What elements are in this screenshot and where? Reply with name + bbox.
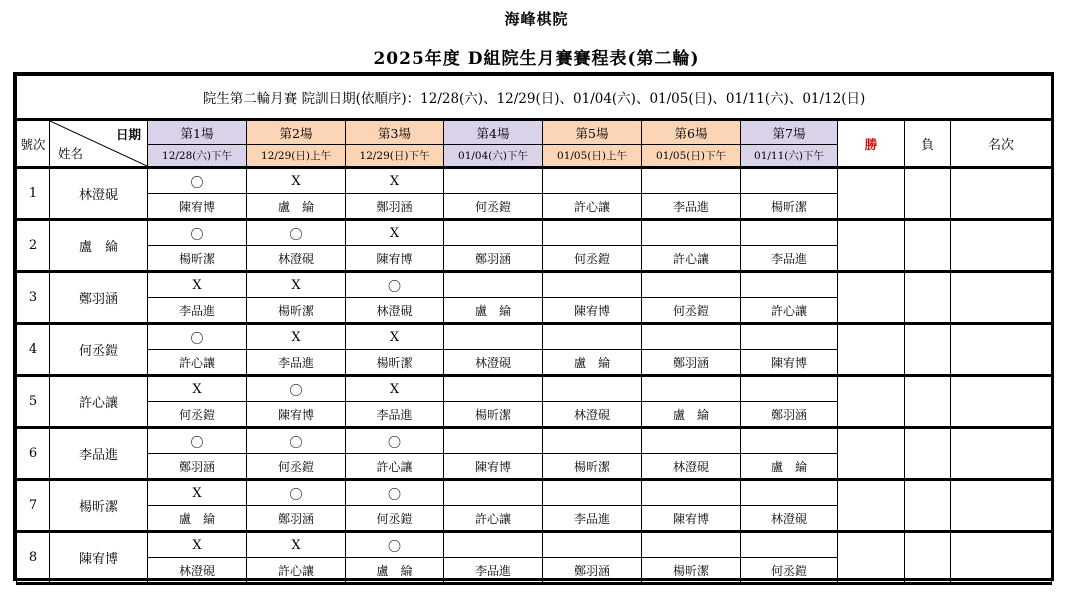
opponent-cell: 何丞鎧 xyxy=(444,194,543,220)
result-cell xyxy=(741,168,838,194)
rank-cell xyxy=(951,324,1052,376)
rank-cell xyxy=(951,376,1052,428)
round-date-6: 01/05(日)下午 xyxy=(642,145,741,168)
opponent-cell: 楊昕潔 xyxy=(741,194,838,220)
wins-cell xyxy=(838,428,905,480)
player-result-row xyxy=(17,220,1052,246)
round-date-3: 12/29(日)下午 xyxy=(346,145,444,168)
player-result-row xyxy=(17,428,1052,454)
result-cell: 〇 xyxy=(346,428,444,454)
schedule-table xyxy=(16,75,1052,585)
wins-cell xyxy=(838,220,905,272)
wins-cell xyxy=(838,480,905,532)
opponent-cell: 李品進 xyxy=(247,350,346,376)
opponent-cell: 林澄硯 xyxy=(247,246,346,272)
opponent-cell: 盧 綸 xyxy=(741,454,838,480)
opponent-cell: 楊昕潔 xyxy=(444,402,543,428)
opponent-cell: 鄭羽涵 xyxy=(741,402,838,428)
result-cell xyxy=(444,532,543,558)
header-name-label: 姓名 xyxy=(58,146,84,161)
round-date-5: 01/05(日)上午 xyxy=(543,145,642,168)
opponent-cell: 陳宥博 xyxy=(543,298,642,324)
result-cell xyxy=(444,480,543,506)
result-cell: 〇 xyxy=(148,168,247,194)
opponent-cell: 鄭羽涵 xyxy=(543,558,642,584)
header-number: 號次 xyxy=(17,120,50,168)
result-cell: 〇 xyxy=(148,324,247,350)
opponent-cell: 陳宥博 xyxy=(247,402,346,428)
result-cell: 〇 xyxy=(346,272,444,298)
opponent-cell: 林澄硯 xyxy=(346,298,444,324)
result-cell xyxy=(642,220,741,246)
result-cell xyxy=(444,376,543,402)
result-cell xyxy=(543,428,642,454)
losses-cell xyxy=(905,168,951,220)
player-result-row xyxy=(17,376,1052,402)
wins-cell xyxy=(838,324,905,376)
opponent-cell: 盧 綸 xyxy=(543,350,642,376)
page-title: 2025年度 D組院生月賽賽程表(第二輪) xyxy=(373,49,700,69)
losses-cell xyxy=(905,376,951,428)
result-cell xyxy=(642,376,741,402)
opponent-cell: 林澄硯 xyxy=(642,454,741,480)
result-cell: X xyxy=(346,376,444,402)
opponent-cell: 林澄硯 xyxy=(543,402,642,428)
opponent-cell: 李品進 xyxy=(148,298,247,324)
wins-cell xyxy=(838,376,905,428)
round-label-3: 第3場 xyxy=(346,120,444,145)
org-name: 海峰棋院 xyxy=(504,10,569,28)
opponent-cell: 楊昕潔 xyxy=(247,298,346,324)
schedule-table-frame xyxy=(13,72,1054,581)
result-cell xyxy=(543,480,642,506)
player-name: 林澄硯 xyxy=(50,168,148,220)
result-cell: X xyxy=(148,532,247,558)
opponent-cell: 陳宥博 xyxy=(444,454,543,480)
header-date-name-diagonal xyxy=(50,120,148,168)
opponent-cell: 林澄硯 xyxy=(741,506,838,532)
opponent-cell: 李品進 xyxy=(346,402,444,428)
wins-cell xyxy=(838,532,905,584)
result-cell xyxy=(741,480,838,506)
opponent-cell: 林澄硯 xyxy=(148,558,247,584)
opponent-cell: 許心讓 xyxy=(346,454,444,480)
player-number: 1 xyxy=(17,168,50,220)
opponent-cell: 李品進 xyxy=(741,246,838,272)
opponent-cell: 陳宥博 xyxy=(346,246,444,272)
player-result-row xyxy=(17,272,1052,298)
losses-cell xyxy=(905,480,951,532)
round-date-2: 12/29(日)上午 xyxy=(247,145,346,168)
losses-cell xyxy=(905,428,951,480)
opponent-cell: 盧 綸 xyxy=(148,506,247,532)
header-wins: 勝 xyxy=(838,120,905,168)
result-cell xyxy=(444,428,543,454)
result-cell xyxy=(642,168,741,194)
result-cell: X xyxy=(247,272,346,298)
opponent-cell: 李品進 xyxy=(444,558,543,584)
result-cell xyxy=(543,532,642,558)
opponent-cell: 鄭羽涵 xyxy=(444,246,543,272)
result-cell: 〇 xyxy=(346,532,444,558)
losses-cell xyxy=(905,532,951,584)
opponent-cell: 楊昕潔 xyxy=(543,454,642,480)
result-cell xyxy=(543,324,642,350)
player-result-row xyxy=(17,168,1052,194)
result-cell: 〇 xyxy=(247,480,346,506)
opponent-cell: 陳宥博 xyxy=(148,194,247,220)
result-cell xyxy=(741,532,838,558)
opponent-cell: 鄭羽涵 xyxy=(346,194,444,220)
result-cell xyxy=(741,220,838,246)
player-name: 李品進 xyxy=(50,428,148,480)
opponent-cell: 許心讓 xyxy=(444,506,543,532)
result-cell xyxy=(642,480,741,506)
round-label-6: 第6場 xyxy=(642,120,741,145)
result-cell xyxy=(444,324,543,350)
opponent-cell: 許心讓 xyxy=(741,298,838,324)
result-cell: 〇 xyxy=(346,480,444,506)
result-cell: X xyxy=(346,324,444,350)
result-cell: 〇 xyxy=(247,376,346,402)
player-number: 4 xyxy=(17,324,50,376)
result-cell xyxy=(543,168,642,194)
opponent-cell: 楊昕潔 xyxy=(346,350,444,376)
result-cell xyxy=(642,532,741,558)
result-cell xyxy=(741,376,838,402)
result-cell: 〇 xyxy=(247,428,346,454)
rank-cell xyxy=(951,168,1052,220)
result-cell xyxy=(444,272,543,298)
opponent-cell: 何丞鎧 xyxy=(741,558,838,584)
player-name: 鄭羽涵 xyxy=(50,272,148,324)
rank-cell xyxy=(951,220,1052,272)
result-cell: X xyxy=(346,220,444,246)
opponent-cell: 許心讓 xyxy=(247,558,346,584)
round-label-2: 第2場 xyxy=(247,120,346,145)
opponent-cell: 李品進 xyxy=(642,194,741,220)
result-cell xyxy=(741,324,838,350)
info-line: 院生第二輪月賽 院訓日期(依順序)：12/28(六)、12/29(日)、01/04(六)、01/05(日)、01/11(六)、01/12(日) xyxy=(17,76,1052,120)
opponent-cell: 許心讓 xyxy=(642,246,741,272)
player-number: 7 xyxy=(17,480,50,532)
opponent-cell: 何丞鎧 xyxy=(642,298,741,324)
result-cell: 〇 xyxy=(247,220,346,246)
opponent-cell: 何丞鎧 xyxy=(148,402,247,428)
round-date-1: 12/28(六)下午 xyxy=(148,145,247,168)
opponent-cell: 林澄硯 xyxy=(444,350,543,376)
result-cell: X xyxy=(148,376,247,402)
rank-cell xyxy=(951,428,1052,480)
result-cell xyxy=(444,220,543,246)
opponent-cell: 楊昕潔 xyxy=(148,246,247,272)
result-cell: X xyxy=(148,480,247,506)
opponent-cell: 何丞鎧 xyxy=(346,506,444,532)
opponent-cell: 盧 綸 xyxy=(346,558,444,584)
wins-cell xyxy=(838,168,905,220)
header-rank: 名次 xyxy=(951,120,1052,168)
result-cell xyxy=(642,428,741,454)
losses-cell xyxy=(905,220,951,272)
result-cell xyxy=(543,376,642,402)
round-date-7: 01/11(六)下午 xyxy=(741,145,838,168)
result-cell: 〇 xyxy=(148,428,247,454)
losses-cell xyxy=(905,324,951,376)
result-cell xyxy=(444,168,543,194)
result-cell xyxy=(642,324,741,350)
header-date-label: 日期 xyxy=(115,127,141,142)
player-result-row xyxy=(17,480,1052,506)
result-cell xyxy=(543,272,642,298)
round-label-4: 第4場 xyxy=(444,120,543,145)
result-cell xyxy=(741,272,838,298)
result-cell: X xyxy=(247,532,346,558)
result-cell: X xyxy=(148,272,247,298)
player-name: 何丞鎧 xyxy=(50,324,148,376)
player-result-row xyxy=(17,324,1052,350)
opponent-cell: 楊昕潔 xyxy=(642,558,741,584)
player-name: 陳宥博 xyxy=(50,532,148,584)
player-name: 楊昕潔 xyxy=(50,480,148,532)
opponent-cell: 陳宥博 xyxy=(642,506,741,532)
rank-cell xyxy=(951,272,1052,324)
result-cell: X xyxy=(247,168,346,194)
round-label-7: 第7場 xyxy=(741,120,838,145)
round-label-5: 第5場 xyxy=(543,120,642,145)
result-cell xyxy=(741,428,838,454)
opponent-cell: 何丞鎧 xyxy=(543,246,642,272)
result-cell: 〇 xyxy=(148,220,247,246)
result-cell xyxy=(642,272,741,298)
player-number: 2 xyxy=(17,220,50,272)
header-losses: 負 xyxy=(905,120,951,168)
round-date-4: 01/04(六)下午 xyxy=(444,145,543,168)
opponent-cell: 盧 綸 xyxy=(444,298,543,324)
wins-cell xyxy=(838,272,905,324)
opponent-cell: 許心讓 xyxy=(148,350,247,376)
player-result-row xyxy=(17,532,1052,558)
rank-cell xyxy=(951,532,1052,584)
player-number: 6 xyxy=(17,428,50,480)
opponent-cell: 盧 綸 xyxy=(642,402,741,428)
opponent-cell: 李品進 xyxy=(543,506,642,532)
rank-cell xyxy=(951,480,1052,532)
player-number: 5 xyxy=(17,376,50,428)
player-name: 許心讓 xyxy=(50,376,148,428)
result-cell: X xyxy=(346,168,444,194)
round-label-1: 第1場 xyxy=(148,120,247,145)
opponent-cell: 盧 綸 xyxy=(247,194,346,220)
player-number: 3 xyxy=(17,272,50,324)
opponent-cell: 鄭羽涵 xyxy=(247,506,346,532)
player-number: 8 xyxy=(17,532,50,584)
player-name: 盧 綸 xyxy=(50,220,148,272)
opponent-cell: 何丞鎧 xyxy=(247,454,346,480)
opponent-cell: 許心讓 xyxy=(543,194,642,220)
result-cell xyxy=(543,220,642,246)
losses-cell xyxy=(905,272,951,324)
opponent-cell: 陳宥博 xyxy=(741,350,838,376)
result-cell: X xyxy=(247,324,346,350)
opponent-cell: 鄭羽涵 xyxy=(642,350,741,376)
opponent-cell: 鄭羽涵 xyxy=(148,454,247,480)
